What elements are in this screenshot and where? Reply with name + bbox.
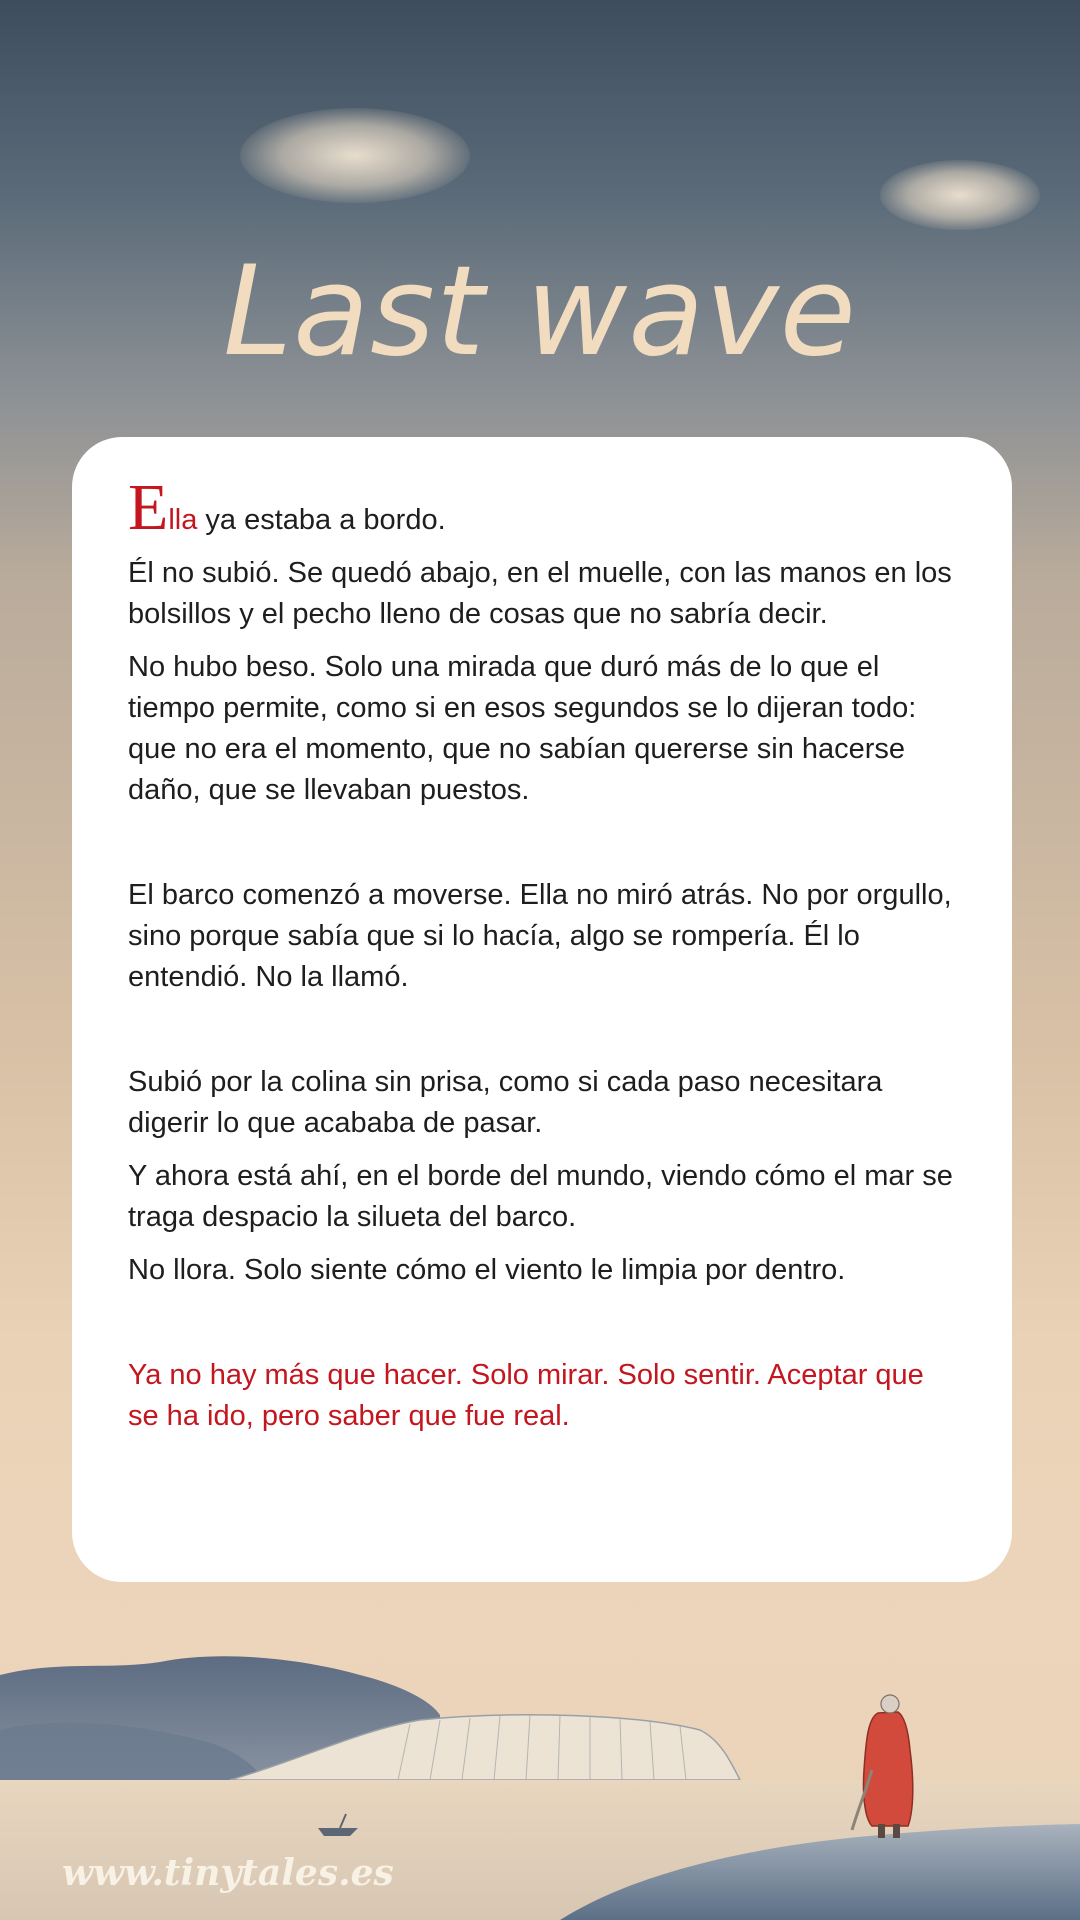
closing-paragraph: Ya no hay más que hacer. Solo mirar. Solo sentir. Aceptar que se ha ido, pero saber que fue real. [128, 1359, 924, 1432]
story-paragraph-2: Él no subió. Se quedó abajo, en el muelle, con las manos en los bolsillos y el pecho lleno de cosas que no sabría decir. [128, 557, 952, 630]
story-card [72, 437, 1012, 1582]
story-paragraph-4: El barco comenzó a moverse. Ella no miró atrás. No por orgullo, sino porque sabía que si lo hacía, algo se rompería. Él lo entendió. No la llamó. [128, 879, 952, 993]
story-paragraph-3: No hubo beso. Solo una mirada que duró más de lo que el tiempo permite, como si en esos segundos se lo dijeran todo: que no era el momento, que no sabían quererse sin hacerse daño, que se llevaban puestos. [128, 651, 917, 806]
story-paragraph-6: Y ahora está ahí, en el borde del mundo, viendo cómo el mar se traga despacio la silueta del barco. [128, 1160, 953, 1233]
story-paragraph-1 [128, 471, 956, 544]
dropcap-letter: E [128, 471, 169, 544]
story-paragraph-7: No llora. Solo siente cómo el viento le limpia por dentro. [128, 1254, 846, 1286]
first-line-text: ya estaba a bordo. [197, 504, 446, 536]
page-title: Last wave [223, 240, 857, 384]
website-url[interactable]: www.tinytales.es [62, 1852, 394, 1894]
dropcap-rest: lla [168, 504, 198, 536]
story-paragraph-5: Subió por la colina sin prisa, como si cada paso necesitara digerir lo que acababa de pasar. [128, 1066, 883, 1139]
cloud-right [880, 160, 1040, 230]
cloud-left [240, 108, 470, 203]
